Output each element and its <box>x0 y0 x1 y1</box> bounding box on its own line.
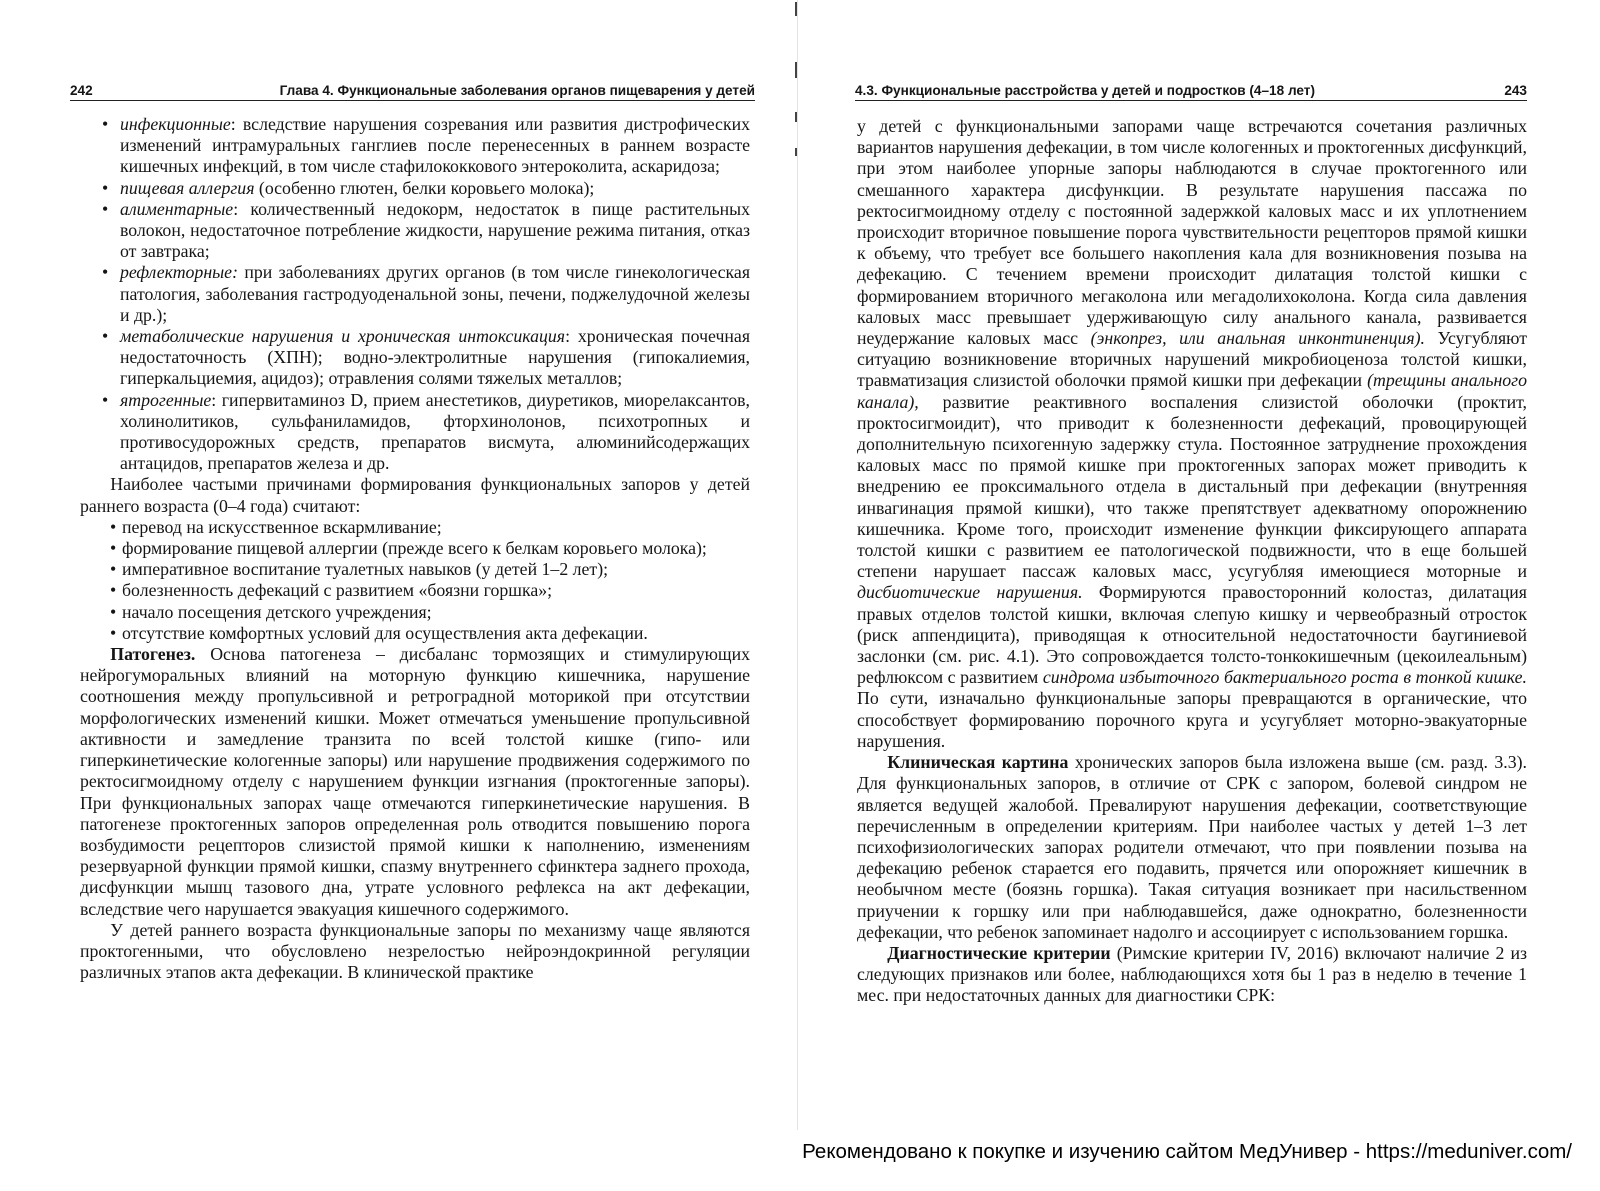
causes-list <box>80 114 750 474</box>
list-item: • пищевая аллергия (особенно глютен, белки коровьего молока); <box>102 177 595 198</box>
page-number: 242 <box>70 83 93 98</box>
left-page-body <box>80 114 750 983</box>
paragraph: у детей с функциональными запорами чаще встречаются сочетания различных вариантов нарушения дефекации, в том числе кологенных и проктогенных дисфункций, при этом наиболее упорные запоры наблюдаются в случае проктогенного или смешанного характера дисфункции. В результате нарушения пассажа по ректосигмоидному отделу с постоянной задержкой каловых масс и их уплотнением происходит вторичное повышение порога чувствительности рецепторов прямой кишки к объему, что требует все большего накопления кала для возникновения позыва на дефекацию. С течением времени происходит дилатация толстой кишки с формированием вторичного мегаколона или мегадолихоколона. Когда сила давления каловых масс превышает удерживающую силу анального канала, развивается неудержание каловых масс (энкопрез, или анальная инконтиненция). Усугубляют ситуацию возникновение вторичных нарушений микробиоценоза толстой кишки, травматизация слизистой оболочки прямой кишки при дефекации (трещины анального канала), развитие реактивного воспаления слизистой оболочки (проктит, проктосигмоидит), что приводит к болезненности дефекаций, провоцирующей дополнительную психогенную задержку стула. Постоянное затруднение прохождения каловых масс по прямой кишке при проктогенных запорах может приводить к внедрению ее проксимального отдела в дистальный при дефекации (внутренняя инвагинация прямой кишки), что также препятствует адекватному опорожнению кишечника. Кроме того, происходит изменение функции фиксирующего аппарата толстой кишки с развитием ее патологической подвижности, что в еще большей степени нарушает пассаж каловых масс, усугубляя имеющиеся моторные и дисбиотические нарушения. Формируются правосторонний колостаз, дилатация правых отделов толстой кишки, включая слепую кишку и червеобразный отросток (риск аппендицита), приводящая к относительной недостаточности баугиниевой заслонки (см. рис. 4.1). Это сопровождается толсто-тонкокишечным (цекоилеальным) рефлюксом с развитием синдрома избыточного бактериального роста в тонкой кишке. По сути, изначально функциональные запоры превращаются в органические, что способствует формированию порочного круга и усугубляет моторно-эвакуаторные нарушения. <box>857 116 1528 751</box>
list-item: • метаболические нарушения и хроническая интоксикация: хроническая почечная недостаточность (ХПН); водно-электролитные нарушения (гипокалиемия, гиперкальциемия, ацидоз); отравления солями тяжелых металлов; <box>102 326 750 389</box>
diagnostic-paragraph: Диагностические критерии (Римские критерии IV, 2016) включают наличие 2 из следующих признаков или более, наблюдающихся хотя бы 1 раз в неделю в течение 1 мес. при недостаточных данных для диагностики СРК: <box>857 942 1527 1006</box>
early-age-list <box>80 517 750 644</box>
running-head: 4.3. Функциональные расстройства у детей и подростков (4–18 лет) <box>855 83 1315 98</box>
page-number: 243 <box>1504 83 1527 98</box>
diagnostic-heading: Диагностические критерии <box>887 942 1111 963</box>
clinical-paragraph: Клиническая картина хронических запоров была изложена выше (см. разд. 3.3). Для функциональных запоров, в отличие от СРК с запором, болевой синдром не является ведущей жалобой. Превалируют нарушения дефекации, соответствующие перечисленным в определении критериям. При наиболее частых у детей 1–3 лет психофизиологических запорах родители отмечают, что при появлении позыва на дефекацию ребенок старается его подавить, прячется или опорожняет кишечник в необычном месте (боязнь горшка). Такая ситуация возникает при насильственном приучении к горшку или при наблюдавшейся, даже однократно, болезненности дефекации, что ребенок запоминает надолго и ассоциирует с использованием горшка. <box>857 752 1527 942</box>
watermark-footer: Рекомендовано к покупке и изучению сайтом МедУнивер - https://meduniver.com/ <box>802 1140 1572 1163</box>
clinical-heading: Клиническая картина <box>887 752 1069 773</box>
list-item: • отсутствие комфортных условий для осуществления акта дефекации. <box>110 622 648 643</box>
pathogenesis-heading: Патогенез. <box>110 644 196 665</box>
left-page <box>0 0 800 1150</box>
list-item: • формирование пищевой аллергии (прежде всего к белкам коровьего молока); <box>110 538 707 559</box>
pathogenesis-paragraph: Патогенез. Основа патогенеза – дисбаланс тормозящих и стимулирующих нейрогуморальных влияний на моторную функцию кишечника, нарушение соотношения между пропульсивной и ретроградной моторикой при отсутствии морфологических изменений кишки. Может отмечаться уменьшение пропульсивной активности и замедление транзита по всей толстой кишке (гипо- или гиперкинетические кологенные запоры) или нарушение продвижения содержимого по ректосигмоидному отделу с нарушением функции изгнания (проктогенные запоры). При функциональных запорах чаще отмечаются гиперкинетические нарушения. В патогенезе проктогенных запоров определенная роль отводится повышению порога возбудимости рецепторов слизистой прямой кишки к наполнению, изменениям резервуарной функции прямой кишки, спазму внутреннего сфинктера заднего прохода, дисфункции мышц тазового дна, утрате условного рефлекса на акт дефекации, вследствие чего нарушается эвакуация кишечного содержимого. <box>80 644 750 919</box>
list-item: • ятрогенные: гипервитаминоз D, прием анестетиков, диуретиков, миорелаксантов, холинолитиков, сульфаниламидов, фторхинолонов, психотропных и противосудорожных средств, препаратов висмута, алюминийсодержащих антацидов, препаратов железа и др. <box>102 389 750 474</box>
list-item: • императивное воспитание туалетных навыков (у детей 1–2 лет); <box>110 559 609 580</box>
list-item: • алиментарные: количественный недокорм, недостаток в пище растительных волокон, недостаточное потребление жидкости, нарушение режима питания, отказ от завтрака; <box>102 198 750 262</box>
left-page-header <box>70 76 755 101</box>
right-page-header <box>855 76 1527 101</box>
list-item: • болезненность дефекаций с развитием «боязни горшка»; <box>110 580 553 601</box>
list-item: • инфекционные: вследствие нарушения созревания или развития дистрофических изменений интрамуральных ганглиев после перенесенных в раннем возрасте кишечных инфекций, в том числе стафилококкового энтероколита, аскаридоза; <box>102 114 750 177</box>
list-item: • перевод на искусственное вскармливание; <box>110 516 442 537</box>
right-page <box>800 0 1600 1150</box>
list-item: • начало посещения детского учреждения; <box>110 601 432 622</box>
intro-paragraph: Наиболее частыми причинами формирования функциональных запоров у детей раннего возраста (0–4 года) считают: <box>80 474 750 516</box>
paragraph: У детей раннего возраста функциональные запоры по механизму чаще являются проктогенными, что обусловлено незрелостью нейроэндокринной регуляции различных этапов акта дефекации. В клинической практике <box>80 919 750 983</box>
running-head: Глава 4. Функциональные заболевания органов пищеварения у детей <box>279 83 755 98</box>
right-page-body <box>857 116 1527 1007</box>
list-item: • рефлекторные: при заболеваниях других органов (в том числе гинекологическая патология, заболевания гастродуоденальной зоны, печени, поджелудочной железы и др.); <box>102 262 750 325</box>
